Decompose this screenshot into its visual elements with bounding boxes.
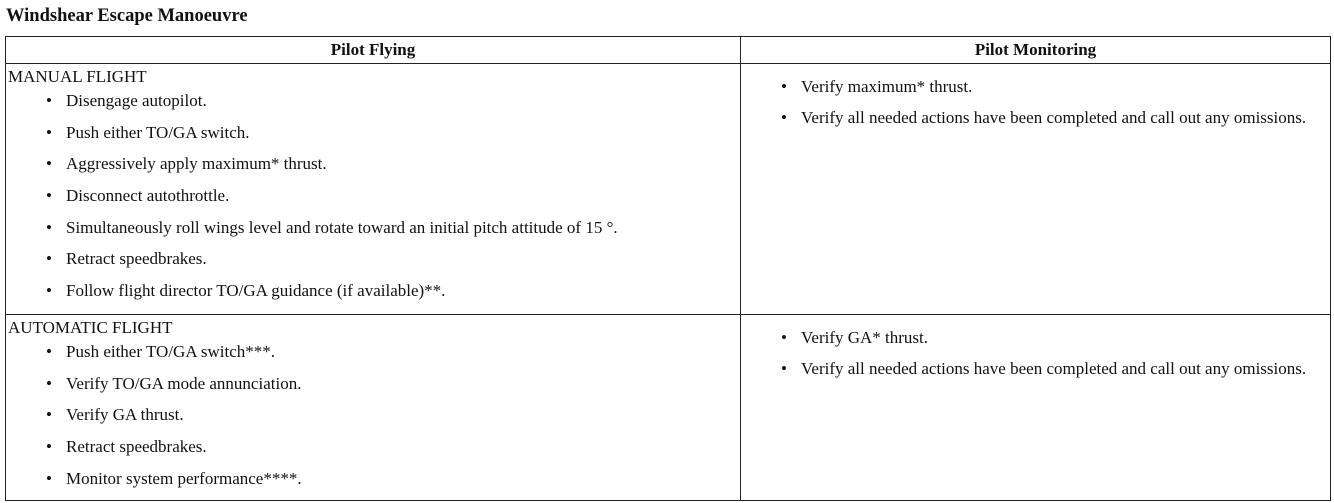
list-item: • Push either TO/GA switch***. <box>8 341 738 363</box>
table-header-row <box>6 37 1331 64</box>
list-item: • Verify all needed actions have been completed and call out any omissions. <box>745 358 1326 380</box>
pilot-monitoring-steps-manual <box>745 76 1326 129</box>
list-item: • Verify TO/GA mode annunciation. <box>8 373 738 395</box>
table-row-automatic-flight <box>6 315 1331 501</box>
column-header-pilot-monitoring: Pilot Monitoring <box>741 37 1331 64</box>
pilot-flying-steps-automatic <box>8 341 738 490</box>
list-item: • Push either TO/GA switch. <box>8 122 738 144</box>
list-item: • Retract speedbrakes. <box>8 248 738 270</box>
list-item: • Verify maximum* thrust. <box>745 76 1326 98</box>
pilot-flying-steps-manual <box>8 90 738 302</box>
page-title: Windshear Escape Manoeuvre <box>6 6 248 26</box>
pilot-monitoring-cell-automatic <box>741 315 1331 501</box>
pilot-monitoring-cell-manual <box>741 64 1331 315</box>
pilot-flying-cell-manual <box>6 64 741 315</box>
list-item: • Verify GA* thrust. <box>745 327 1326 349</box>
list-item: • Disconnect autothrottle. <box>8 185 738 207</box>
list-item: • Follow flight director TO/GA guidance (if available)**. <box>8 280 738 302</box>
list-item: • Disengage autopilot. <box>8 90 738 112</box>
list-item: • Monitor system performance****. <box>8 468 738 490</box>
pilot-flying-cell-automatic <box>6 315 741 501</box>
list-item: • Retract speedbrakes. <box>8 436 738 458</box>
table-row-manual-flight <box>6 64 1331 315</box>
procedure-table <box>5 36 1331 501</box>
section-heading-automatic-flight: AUTOMATIC FLIGHT <box>8 318 173 337</box>
column-header-pilot-flying: Pilot Flying <box>6 37 741 64</box>
section-heading-manual-flight: MANUAL FLIGHT <box>8 67 147 86</box>
list-item: • Verify GA thrust. <box>8 404 738 426</box>
list-item: • Verify all needed actions have been completed and call out any omissions. <box>745 107 1326 129</box>
list-item: • Simultaneously roll wings level and rotate toward an initial pitch attitude of 15 °. <box>8 217 738 239</box>
pilot-monitoring-steps-automatic <box>745 327 1326 380</box>
list-item: • Aggressively apply maximum* thrust. <box>8 153 738 175</box>
